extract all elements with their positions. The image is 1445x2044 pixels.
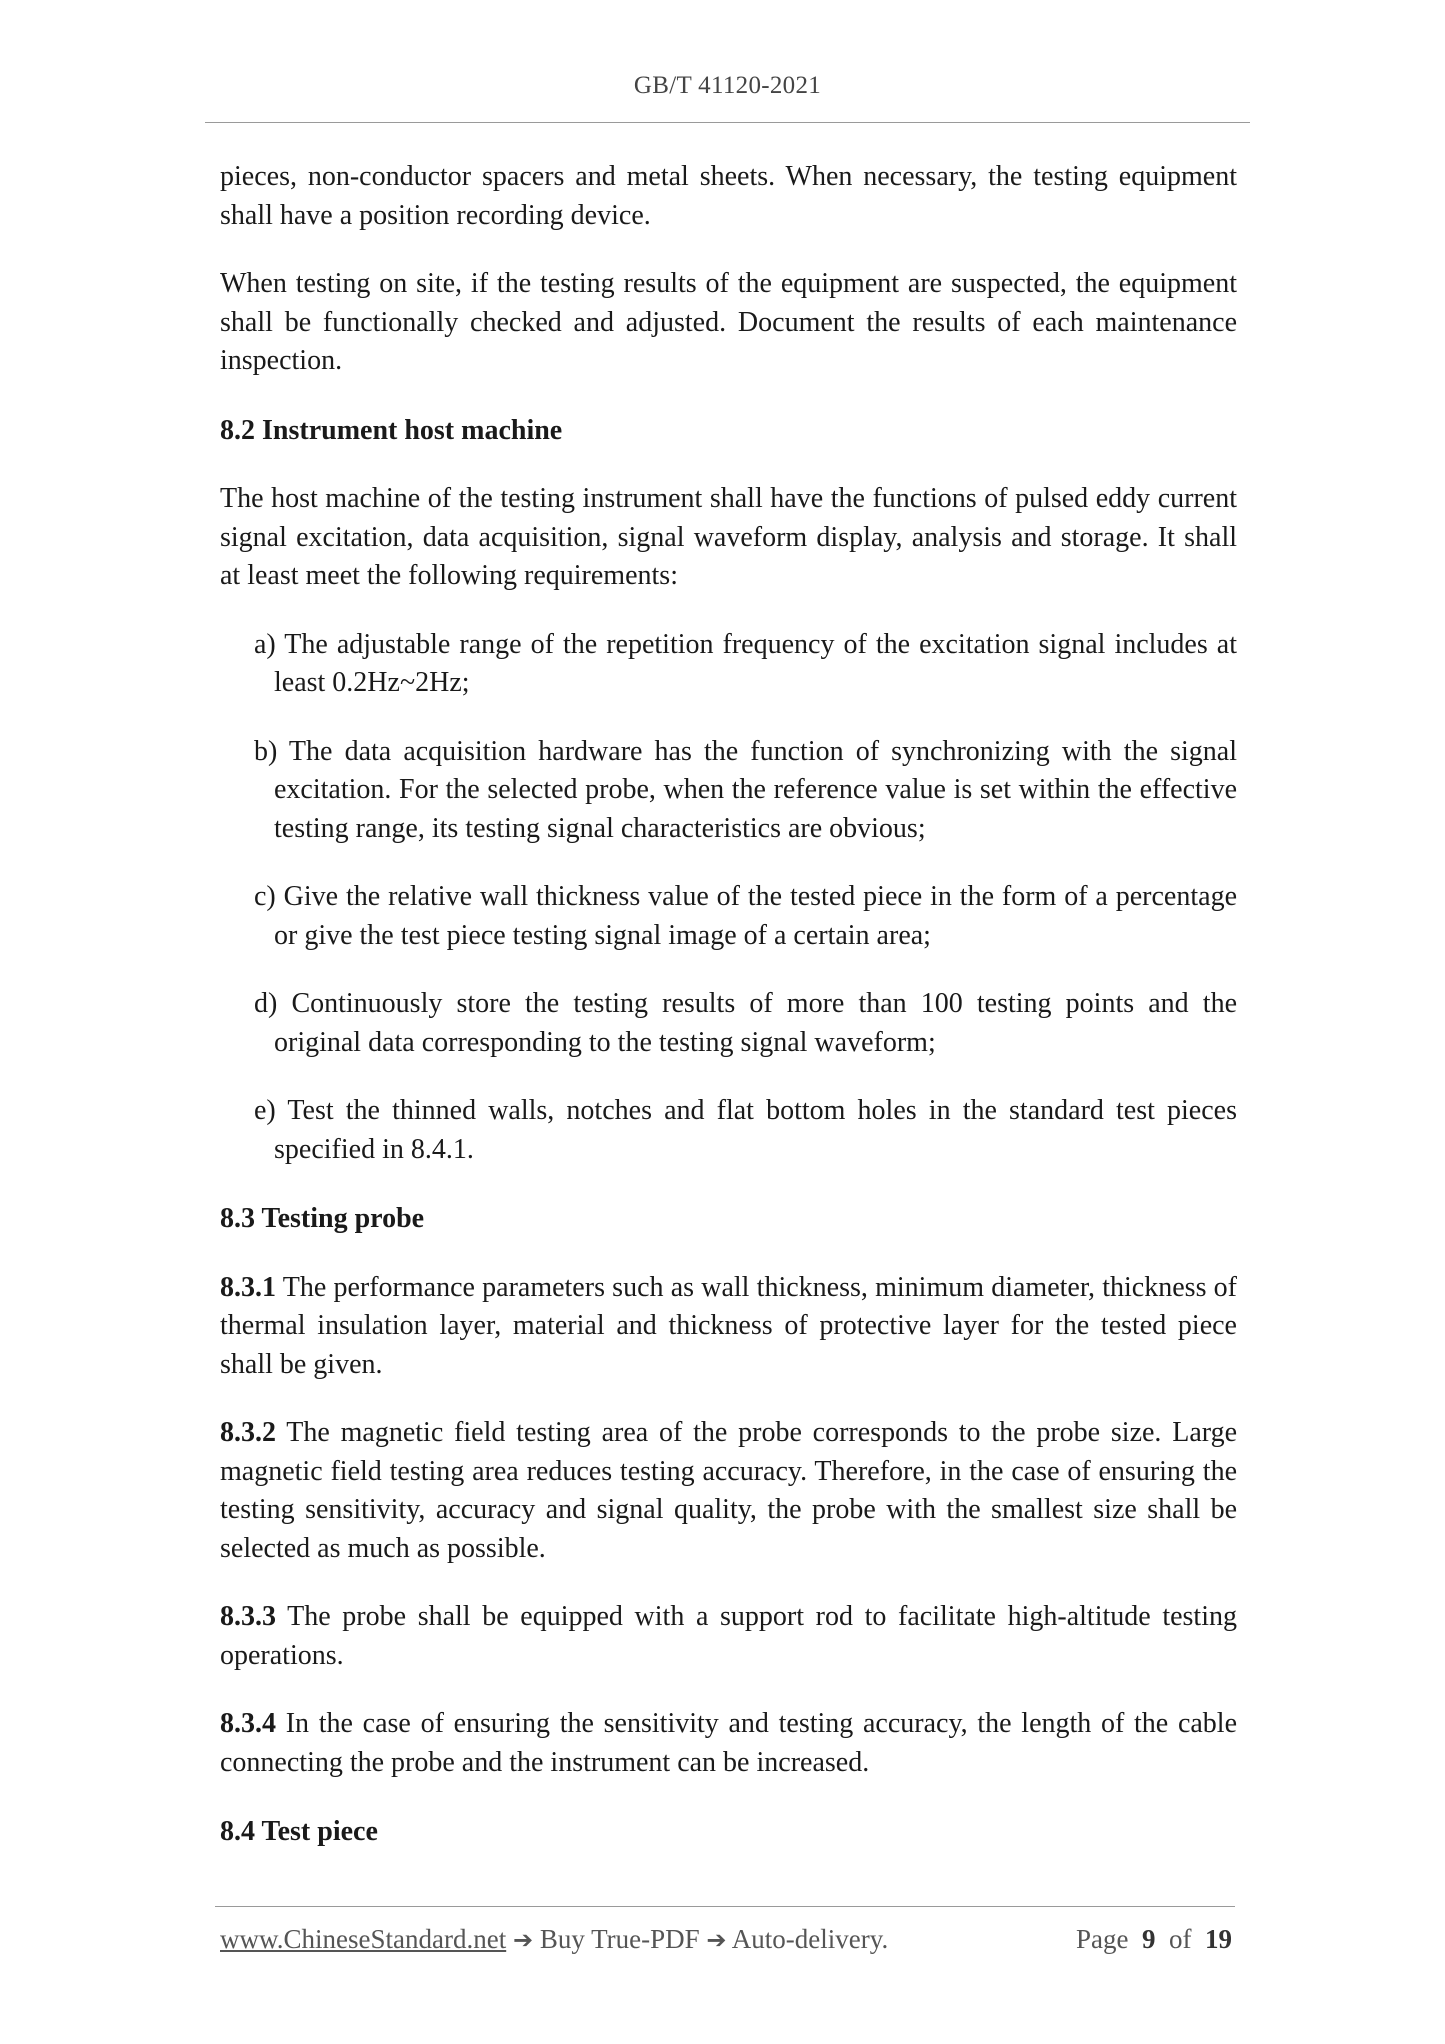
clause-number: 8.3.1	[220, 1271, 276, 1303]
page-indicator	[1076, 1924, 1232, 1955]
list-item-a: a) The adjustable range of the repetition frequency of the excitation signal includes at least 0.2Hz~2Hz;	[254, 628, 1237, 698]
running-header	[205, 72, 1250, 124]
standard-number: GB/T 41120-2021	[633, 72, 822, 99]
clause-number: 8.3.2	[220, 1417, 276, 1448]
list-item-b: b) The data acquisition hardware has the function of synchronizing with the signal excitation. For the selected probe, when the reference value is set within the effective testing range, its testing signal characteristics are obvious;	[254, 735, 1237, 844]
list-item-c: c) Give the relative wall thickness value of the tested piece in the form of a percentage or give the test piece testing signal image of a certain area;	[254, 881, 1237, 951]
clause-8-3-3	[220, 1598, 1237, 1675]
auto-delivery-text: Auto-delivery.	[731, 1924, 889, 1954]
clause-8-3-4	[220, 1705, 1237, 1782]
heading-8-4: 8.4 Test piece	[220, 1816, 378, 1847]
buy-true-pdf-text: Buy True-PDF	[539, 1924, 700, 1954]
clause-8-3-1	[220, 1269, 1237, 1385]
paragraph-host-machine: The host machine of the testing instrument shall have the functions of pulsed eddy current signal excitation, data acquisition, signal waveform display, analysis and storage. It shall at least meet the following requirements:	[220, 483, 1237, 591]
arrow-right-icon: ➔	[706, 1926, 727, 1954]
page-footer	[220, 1924, 1232, 1964]
clause-text: In the case of ensuring the sensitivity and testing accuracy, the length of the cable connecting the probe and the instrument can be increased.	[220, 1708, 1238, 1778]
footer-divider	[215, 1906, 1235, 1907]
footer-promo	[220, 1924, 888, 1955]
clause-text: The magnetic field testing area of the probe corresponds to the probe size. Large magnetic field testing area reduces testing accuracy. Therefore, in the case of ensuring the testing sensitivity, accuracy and signal quality, the probe with the smallest size shall be selected as much as possible.	[220, 1417, 1238, 1564]
header-divider	[205, 122, 1250, 123]
page-label: Page	[1076, 1924, 1129, 1954]
of-label: of	[1169, 1924, 1192, 1954]
heading-8-2: 8.2 Instrument host machine	[220, 414, 563, 446]
clause-number: 8.3.3	[220, 1601, 276, 1632]
arrow-right-icon: ➔	[512, 1926, 534, 1954]
website-link[interactable]: www.ChineseStandard.net	[220, 1924, 507, 1954]
paragraph-onsite-testing: When testing on site, if the testing results of the equipment are suspected, the equipment shall be functionally checked and adjusted. Document the results of each maintenance inspection.	[220, 268, 1237, 376]
page-number: 9	[1142, 1924, 1156, 1954]
paragraph-continuation: pieces, non-conductor spacers and metal sheets. When necessary, the testing equipment shall have a position recording device.	[220, 161, 1237, 231]
clause-number: 8.3.4	[220, 1708, 276, 1739]
clause-text: The performance parameters such as wall thickness, minimum diameter, thickness of thermal insulation layer, material and thickness of protective layer for the tested piece shall be given.	[220, 1271, 1238, 1380]
heading-8-3: 8.3 Testing probe	[220, 1203, 425, 1234]
page-total: 19	[1205, 1924, 1232, 1954]
clause-text: The probe shall be equipped with a support rod to facilitate high-altitude testing operations.	[220, 1601, 1237, 1671]
list-item-e: e) Test the thinned walls, notches and flat bottom holes in the standard test pieces specified in 8.4.1.	[254, 1095, 1237, 1165]
page-body	[220, 158, 1237, 1852]
list-item-d: d) Continuously store the testing results of more than 100 testing points and the original data corresponding to the testing signal waveform;	[254, 988, 1237, 1058]
clause-8-3-2	[220, 1414, 1237, 1568]
